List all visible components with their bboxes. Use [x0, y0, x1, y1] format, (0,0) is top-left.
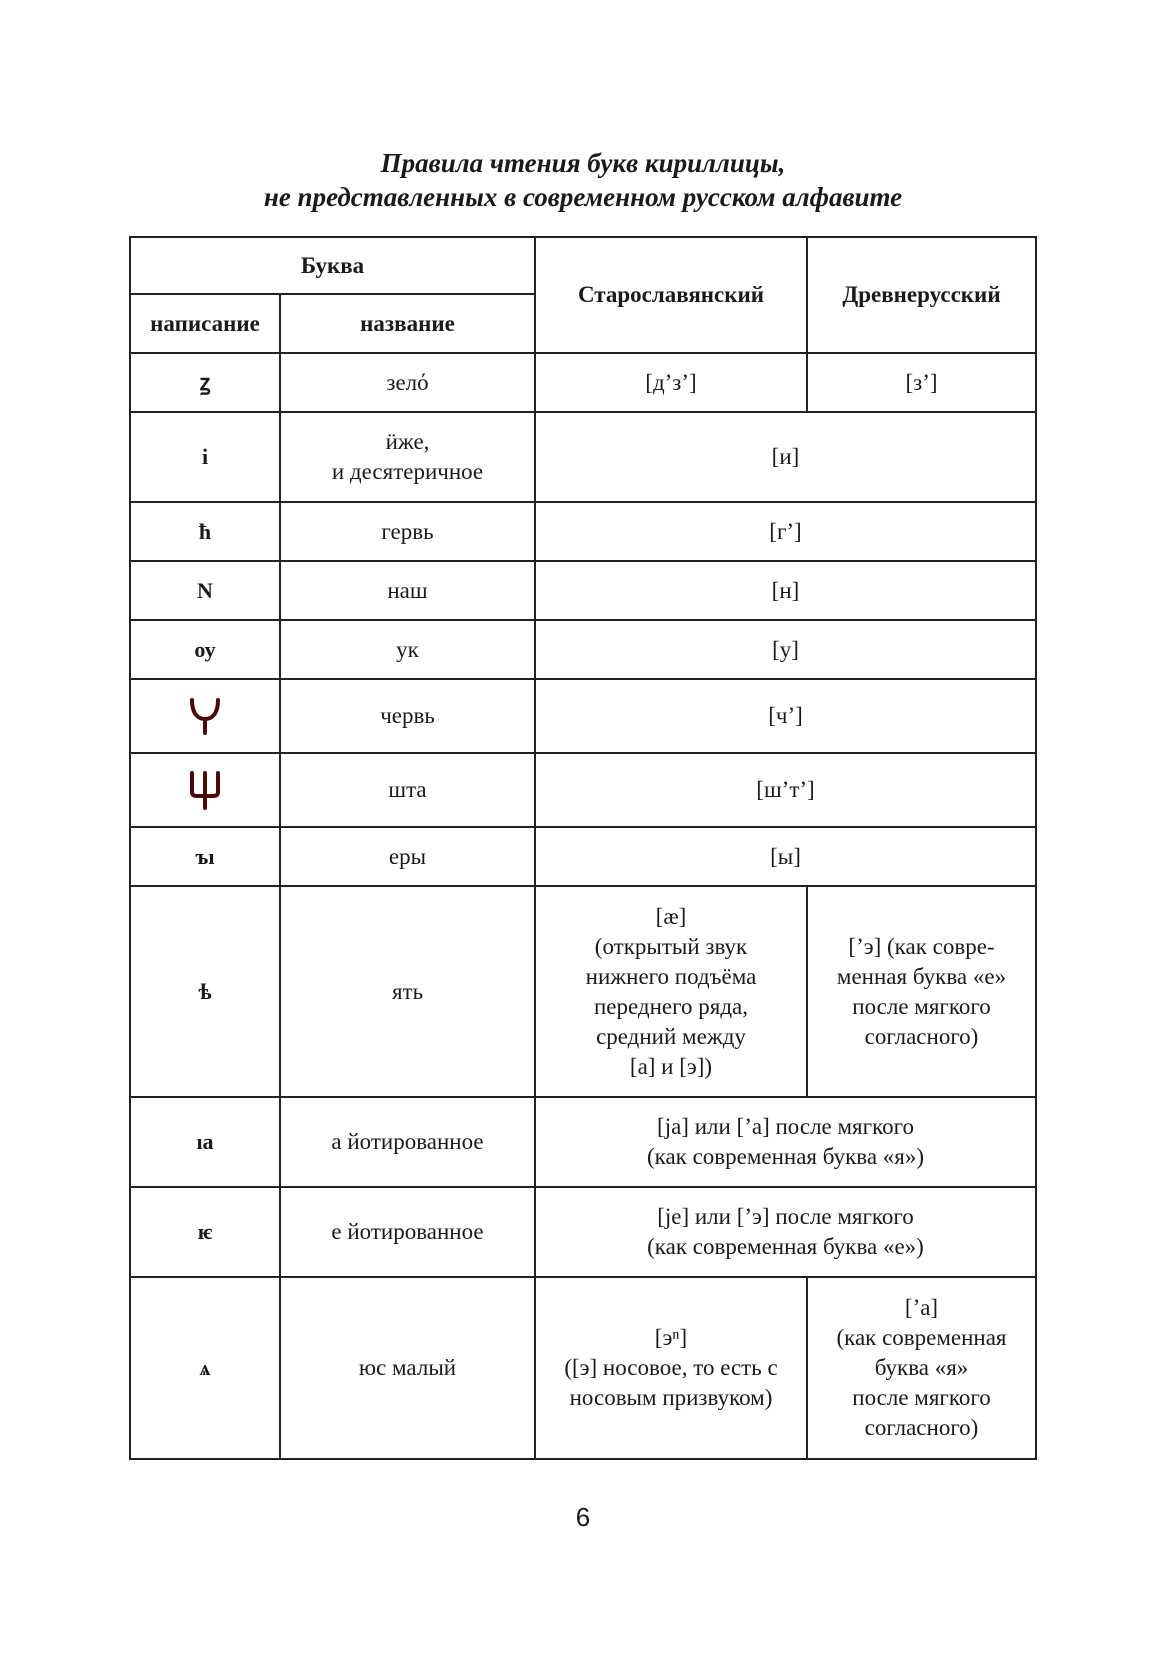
cyrillic-letters-table [129, 236, 1037, 1460]
table-row [130, 1277, 1036, 1459]
shta-glyph-icon [188, 770, 222, 810]
table-row [130, 1187, 1036, 1277]
header-letter-group: Буква [130, 237, 535, 294]
sound-both: [jа] или [’а] после мягкого (как современная буква «я») [535, 1097, 1036, 1187]
letter-cell: і [130, 412, 280, 502]
letter-name: зелό [280, 353, 535, 412]
old-russian-sound: [’э] (как совре- менная буква «е» после мягкого согласного) [807, 886, 1036, 1097]
letter-cell: ѧ [130, 1277, 280, 1459]
letter-name: юс малый [280, 1277, 535, 1459]
letter-cell: ћ [130, 502, 280, 561]
header-spelling: написание [130, 294, 280, 353]
letter-name: ук [280, 620, 535, 679]
letter-cell: ꙁ [130, 353, 280, 412]
sound-both: [jе] или [’э] после мягкого (как современная буква «е») [535, 1187, 1036, 1277]
page-title [0, 146, 1166, 214]
letter-name: червь [280, 679, 535, 753]
letter-cell [130, 753, 280, 827]
table-row [130, 620, 1036, 679]
letter-name: ять [280, 886, 535, 1097]
table-row [130, 679, 1036, 753]
title-line-1: Правила чтения букв кириллицы, [380, 148, 786, 178]
letter-cell: ѣ [130, 886, 280, 1097]
sound-both: [ч’] [535, 679, 1036, 753]
letter-cell: ѥ [130, 1187, 280, 1277]
table-row [130, 827, 1036, 886]
sound-both: [г’] [535, 502, 1036, 561]
letter-cell: ıа [130, 1097, 280, 1187]
sound-both: [ы] [535, 827, 1036, 886]
header-old-slavonic: Старославянский [535, 237, 807, 353]
letter-name: ӥже, и десятеричное [280, 412, 535, 502]
sound-both: [ш’т’] [535, 753, 1036, 827]
table-row [130, 353, 1036, 412]
old-slavonic-sound: [эⁿ] ([э] носовое, то есть с носовым призвуком) [535, 1277, 807, 1459]
table-row [130, 753, 1036, 827]
letter-name: е йотированное [280, 1187, 535, 1277]
letter-cell: оу [130, 620, 280, 679]
sound-both: [н] [535, 561, 1036, 620]
sound-both: [и] [535, 412, 1036, 502]
letter-name: а йотированное [280, 1097, 535, 1187]
letter-cell: ъı [130, 827, 280, 886]
table-row [130, 502, 1036, 561]
table-row [130, 1097, 1036, 1187]
table-row [130, 412, 1036, 502]
old-slavonic-sound: [д’з’] [535, 353, 807, 412]
letter-name: еры [280, 827, 535, 886]
header-name: название [280, 294, 535, 353]
letter-cell [130, 679, 280, 753]
title-line-2: не представленных в современном русском алфавите [263, 182, 903, 212]
letter-cell: N [130, 561, 280, 620]
page-number: 6 [575, 1502, 591, 1532]
letter-name: шта [280, 753, 535, 827]
table-row [130, 561, 1036, 620]
header-old-russian: Древнерусский [807, 237, 1036, 353]
old-russian-sound: [’а] (как современная буква «я» после мягкого согласного) [807, 1277, 1036, 1459]
cherv-glyph-icon [188, 697, 222, 735]
old-russian-sound: [з’] [807, 353, 1036, 412]
table-row [130, 886, 1036, 1097]
old-slavonic-sound: [æ] (открытый звук нижнего подъёма переднего ряда, средний между [а] и [э]) [535, 886, 807, 1097]
letter-name: наш [280, 561, 535, 620]
letter-name: гервь [280, 502, 535, 561]
sound-both: [у] [535, 620, 1036, 679]
